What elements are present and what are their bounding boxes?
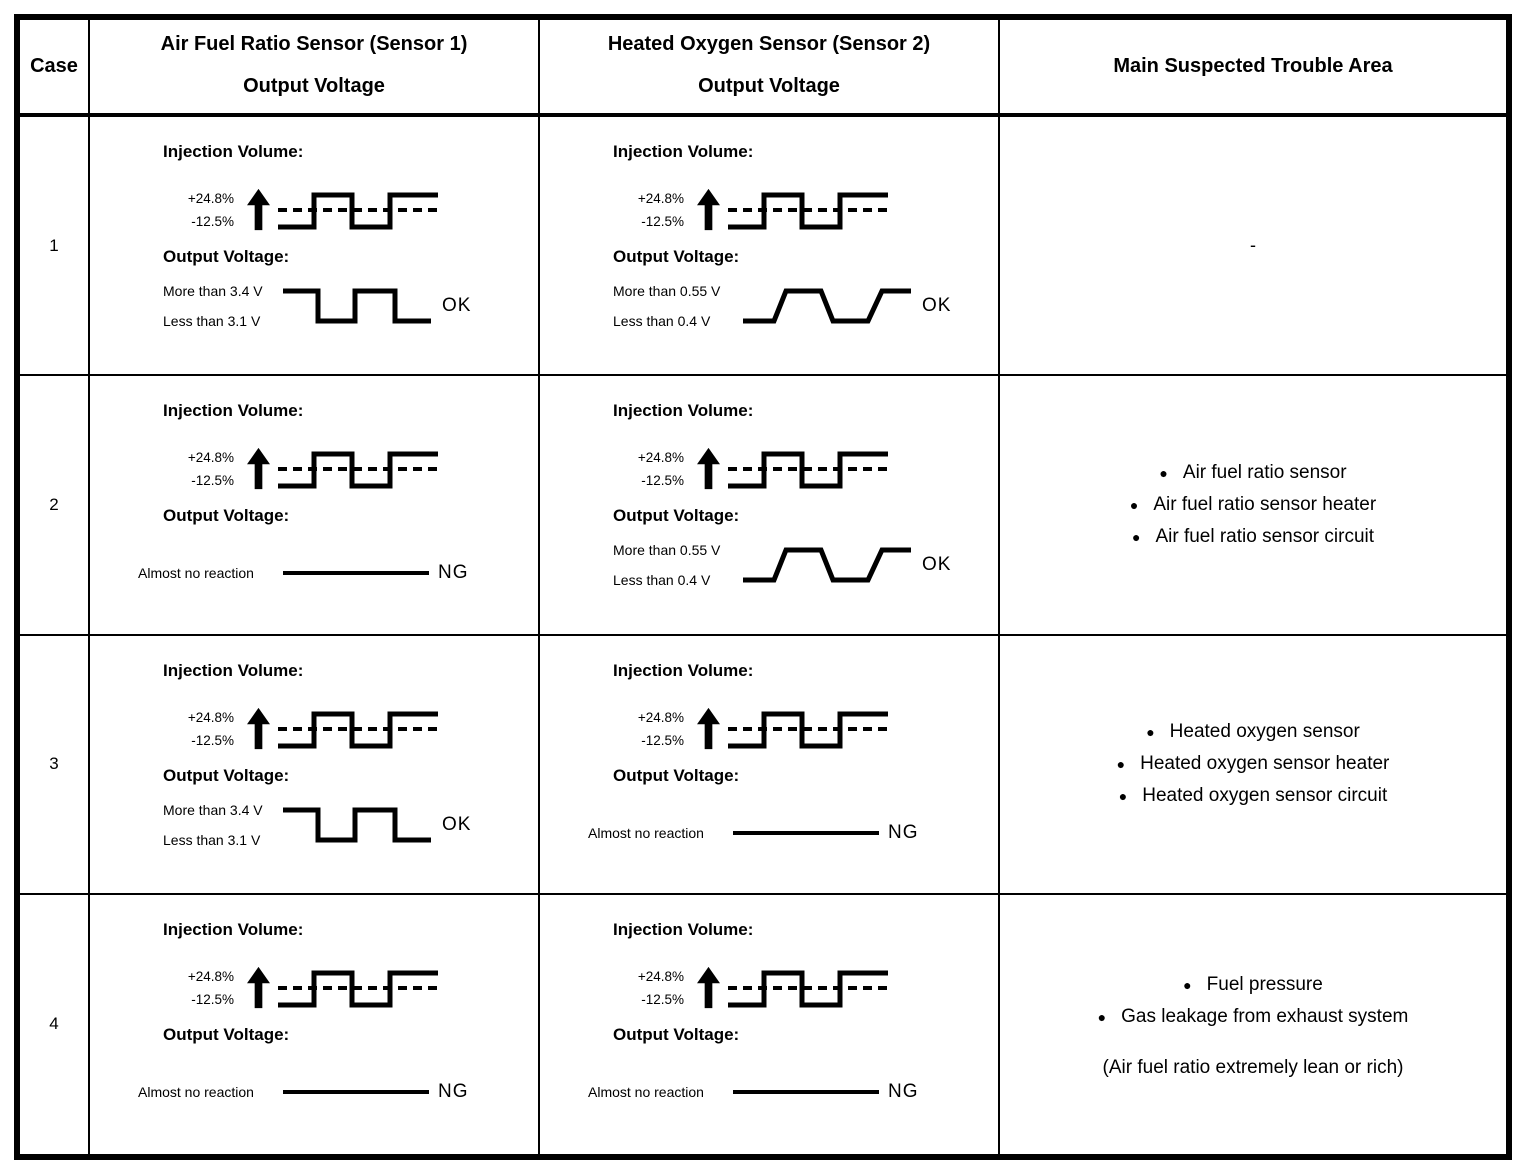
output-voltage-label: Output Voltage: [163,247,290,266]
injection-waveform-group [172,446,440,492]
no-reaction-line [283,567,429,579]
trouble-item-text: Air fuel ratio sensor circuit [1155,525,1375,547]
up-arrow-icon [697,707,720,751]
injection-range-labels [172,191,234,229]
injection-volume-waveform [726,446,890,492]
injection-low-label: -12.5% [641,732,684,748]
header-trouble-area [1000,20,1506,117]
no-reaction-label: Almost no reaction [138,1083,254,1100]
injection-high-label: +24.8% [187,968,234,984]
up-arrow-icon [697,188,720,232]
no-reaction-label: Almost no reaction [138,565,254,582]
no-reaction-label: Almost no reaction [588,1083,704,1100]
output-ng-group [138,562,469,584]
injection-high-label: +24.8% [187,450,234,466]
case3-sensor1-cell [90,636,540,895]
bullet-icon: ● [1097,1009,1107,1026]
up-arrow-icon [247,188,270,232]
result-ng: NG [888,821,919,843]
injection-low-label: -12.5% [191,214,234,229]
output-ng-group [138,1081,469,1103]
output-voltage-label: Output Voltage: [163,1024,290,1044]
trouble-item-text: Heated oxygen sensor [1169,721,1360,743]
trouble-item [1146,721,1360,743]
result-ok: OK [442,813,472,835]
voltage-threshold-labels [613,283,735,329]
trouble-dash: - [1250,235,1256,256]
injection-volume-label: Injection Volume: [163,401,304,421]
injection-volume-label: Injection Volume: [163,142,304,161]
case-number-2 [20,376,90,635]
trouble-item-text: Heated oxygen sensor circuit [1142,785,1388,807]
header-sensor2-title: Heated Oxygen Sensor (Sensor 2) [607,33,931,55]
case-number-4 [20,895,90,1154]
case4-sensor1-cell [90,895,540,1154]
injection-low-label: -12.5% [191,732,234,748]
injection-volume-waveform [726,965,890,1011]
injection-volume-label: Injection Volume: [613,660,754,680]
no-reaction-line [733,1086,879,1098]
bullet-icon: ● [1116,756,1126,773]
injection-volume-label: Injection Volume: [163,919,304,939]
output-ok-square-waveform [281,805,433,845]
no-reaction-line [283,1086,429,1098]
injection-volume-label: Injection Volume: [613,142,754,161]
trouble-item-text: Heated oxygen sensor heater [1140,753,1390,775]
header-sensor1-title: Air Fuel Ratio Sensor (Sensor 1) [160,33,468,55]
case-1-value: 1 [49,235,59,255]
bullet-icon: ● [1118,788,1128,805]
output-voltage-label: Output Voltage: [613,247,740,266]
header-sensor1 [90,20,540,117]
output-ok-group [613,283,951,329]
voltage-low-label: Less than 3.1 V [163,313,261,329]
injection-high-label: +24.8% [637,709,684,725]
injection-range-labels [622,450,684,488]
case1-sensor1-cell [90,117,540,376]
voltage-threshold-labels [163,802,275,848]
output-ok-group [613,542,951,588]
result-ok: OK [442,295,472,316]
no-reaction-label: Almost no reaction [588,824,704,841]
up-arrow-icon [697,447,720,491]
injection-high-label: +24.8% [637,450,684,466]
result-ng: NG [438,1080,469,1102]
bullet-icon: ● [1159,464,1168,481]
injection-waveform-group [622,187,890,233]
injection-waveform-group [172,706,440,752]
case-3-value: 3 [49,754,59,774]
voltage-threshold-labels [613,542,735,588]
header-case-label: Case [30,55,78,77]
case4-sensor2-cell [540,895,1000,1154]
voltage-low-label: Less than 0.4 V [613,572,711,589]
diagnostic-table [14,14,1512,1160]
trouble-item [1183,974,1323,996]
injection-volume-waveform [276,187,440,233]
output-voltage-label: Output Voltage: [163,765,290,785]
result-ok: OK [922,295,952,316]
output-ng-group [588,822,919,844]
injection-low-label: -12.5% [191,991,234,1007]
trouble-item [1132,526,1374,548]
bullet-icon: ● [1131,528,1141,545]
voltage-threshold-labels [163,283,275,329]
output-voltage-label: Output Voltage: [613,506,740,526]
injection-volume-waveform [276,965,440,1011]
trouble-item [1098,1006,1409,1028]
injection-waveform-group [172,965,440,1011]
up-arrow-icon [247,447,270,491]
header-sensor2 [540,20,1000,117]
voltage-high-label: More than 3.4 V [163,801,263,818]
injection-low-label: -12.5% [191,473,234,489]
voltage-high-label: More than 0.55 V [613,542,721,559]
no-reaction-line [733,827,879,839]
trouble-item [1117,753,1390,775]
output-ok-trapezoid-waveform [741,545,913,585]
case-4-value: 4 [49,1014,59,1034]
injection-waveform-group [622,965,890,1011]
result-ng: NG [438,562,469,584]
trouble-item-text: Gas leakage from exhaust system [1121,1006,1409,1028]
case2-sensor2-cell [540,376,1000,635]
injection-volume-label: Injection Volume: [163,660,304,680]
trouble-note: (Air fuel ratio extremely lean or rich) [1102,1057,1404,1079]
injection-waveform-group [172,187,440,233]
injection-volume-waveform [726,187,890,233]
injection-range-labels [172,450,234,488]
injection-volume-waveform [726,706,890,752]
trouble-item [1159,462,1346,484]
injection-range-labels [172,710,234,748]
voltage-low-label: Less than 0.4 V [613,313,711,329]
output-ok-trapezoid-waveform [741,286,913,326]
case2-sensor1-cell [90,376,540,635]
injection-high-label: +24.8% [187,191,234,206]
bullet-icon: ● [1183,977,1192,994]
injection-low-label: -12.5% [641,991,684,1007]
case3-sensor2-cell [540,636,1000,895]
case-number-3 [20,636,90,895]
case3-trouble-cell [1000,636,1506,895]
case-2-value: 2 [49,494,59,514]
injection-volume-label: Injection Volume: [613,401,754,421]
injection-waveform-group [622,446,890,492]
output-ok-group [163,283,471,329]
up-arrow-icon [247,966,270,1010]
header-sensor1-subtitle: Output Voltage [243,75,385,97]
bullet-icon: ● [1146,724,1155,741]
up-arrow-icon [247,707,270,751]
output-voltage-label: Output Voltage: [613,765,740,785]
trouble-item [1130,494,1376,516]
output-voltage-label: Output Voltage: [613,1024,740,1044]
injection-volume-waveform [276,446,440,492]
injection-low-label: -12.5% [641,214,684,229]
voltage-high-label: More than 3.4 V [163,283,263,299]
voltage-high-label: More than 0.55 V [613,283,721,299]
injection-high-label: +24.8% [637,191,684,206]
injection-range-labels [622,191,684,229]
case1-trouble-cell [1000,117,1506,376]
voltage-low-label: Less than 3.1 V [163,831,261,848]
injection-waveform-group [622,706,890,752]
injection-range-labels [622,969,684,1007]
injection-high-label: +24.8% [187,709,234,725]
injection-range-labels [172,969,234,1007]
header-case [20,20,90,117]
trouble-item-text: Air fuel ratio sensor [1182,461,1347,483]
trouble-item-text: Air fuel ratio sensor heater [1153,493,1377,515]
bullet-icon: ● [1129,496,1139,513]
header-sensor2-subtitle: Output Voltage [698,75,840,97]
trouble-item [1119,785,1387,807]
output-ng-group [588,1081,919,1103]
result-ng: NG [888,1080,919,1102]
case1-sensor2-cell [540,117,1000,376]
injection-low-label: -12.5% [641,473,684,489]
injection-volume-waveform [276,706,440,752]
output-ok-group [163,802,471,848]
up-arrow-icon [697,966,720,1010]
header-trouble-label: Main Suspected Trouble Area [1113,55,1393,77]
injection-volume-label: Injection Volume: [613,919,754,939]
case-number-1 [20,117,90,376]
case4-trouble-cell [1000,895,1506,1154]
output-ok-square-waveform [281,286,433,326]
injection-range-labels [622,710,684,748]
trouble-item-text: Fuel pressure [1206,974,1323,996]
injection-high-label: +24.8% [637,968,684,984]
case2-trouble-cell [1000,376,1506,635]
result-ok: OK [922,554,952,576]
output-voltage-label: Output Voltage: [163,506,290,526]
